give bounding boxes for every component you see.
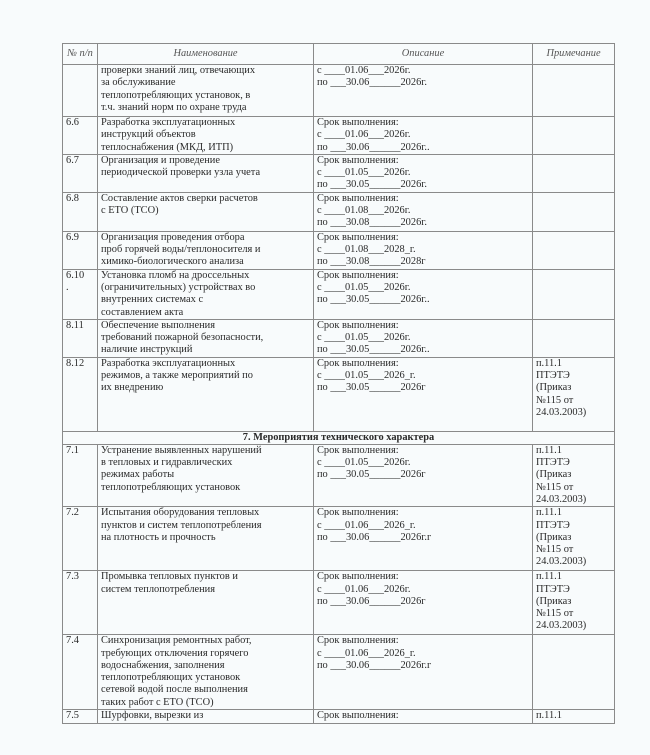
cell-desc <box>314 117 533 155</box>
row-number-text: 7.5 <box>66 710 79 722</box>
desc-line: Срок выполнения: <box>317 231 399 243</box>
cell-desc <box>314 444 533 506</box>
desc-line: Срок выполнения: <box>317 357 399 369</box>
cell-note <box>533 117 615 155</box>
cell-name <box>98 192 314 231</box>
name-line: теплопотребляющих установок, в <box>101 89 251 101</box>
note-line: №115 от <box>536 608 574 620</box>
name-line: режимов, а также мероприятий по <box>101 370 253 382</box>
cell-name <box>98 65 314 117</box>
desc-line: Срок выполнения: <box>317 319 399 331</box>
row-number <box>63 269 98 319</box>
note-line: (Приказ <box>536 469 572 481</box>
name-line: Разработка эксплуатационных <box>101 117 236 128</box>
note-line: п.11.1 <box>536 571 562 583</box>
row-number <box>63 154 98 192</box>
row-number-text: 6.6 <box>66 117 79 128</box>
desc-line: Срок выполнения: <box>317 269 399 281</box>
name-line: Разработка эксплуатационных <box>101 357 236 369</box>
row-number-text: 7.3 <box>66 571 79 583</box>
cell-note <box>533 231 615 269</box>
name-line: Составление актов сверки расчетов <box>101 192 258 204</box>
note-line: №115 от <box>536 481 574 493</box>
cell-desc <box>314 231 533 269</box>
name-line: теплопотребляющих установок <box>101 672 241 684</box>
table-row <box>63 319 615 357</box>
row-number <box>63 231 98 269</box>
name-line: требований пожарной безопасности, <box>101 332 264 344</box>
name-line: наличие инструкций <box>101 344 193 356</box>
name-line: (ограничительных) устройствах во <box>101 281 256 293</box>
desc-line: по ___30.06______2026г <box>317 595 426 607</box>
table-row <box>63 269 615 319</box>
name-line: Синхронизация ремонтных работ, <box>101 635 252 647</box>
desc-line: Срок выполнения: <box>317 154 399 166</box>
name-line: с ЕТО (ТСО) <box>101 205 159 217</box>
cell-note <box>533 192 615 231</box>
row-number-text: 6.9 <box>66 231 79 243</box>
row-number <box>63 65 98 117</box>
cell-desc <box>314 507 533 571</box>
row-number <box>63 507 98 571</box>
name-line: требующих отключения горячего <box>101 647 249 659</box>
header-num <box>63 44 98 65</box>
cell-note <box>533 444 615 506</box>
note-line: 24.03.2003) <box>536 620 587 632</box>
desc-line: с ____01.08___2026г. <box>317 205 411 217</box>
desc-line: Срок выполнения: <box>317 117 399 128</box>
cell-name <box>98 319 314 357</box>
cell-name <box>98 571 314 635</box>
header-desc: Описание <box>314 44 533 65</box>
cell-name <box>98 269 314 319</box>
desc-line: Срок выполнения: <box>317 507 399 519</box>
row-number-text: 8.11 <box>66 319 84 331</box>
row-number-text: 7.2 <box>66 507 79 519</box>
name-line: сетевой водой после выполнения <box>101 684 248 696</box>
section-title: 7. Мероприятия технического характера <box>63 431 615 444</box>
row-number <box>63 635 98 710</box>
note-line: п.11.1 <box>536 507 562 519</box>
note-line: 24.03.2003) <box>536 406 587 418</box>
name-line: Организация и проведение <box>101 154 220 166</box>
name-line: инструкций объектов <box>101 129 196 141</box>
name-line: теплопотребляющих установок <box>101 481 241 493</box>
cell-name <box>98 635 314 710</box>
name-line: пунктов и систем теплопотребления <box>101 519 262 531</box>
desc-line: по ___30.06______2026г. <box>317 77 427 89</box>
note-line: (Приказ <box>536 595 572 607</box>
name-line: Организация проведения отбора <box>101 231 245 243</box>
note-line: №115 от <box>536 544 574 556</box>
cell-note <box>533 269 615 319</box>
row-number-text: 8.12 <box>66 357 85 369</box>
cell-name <box>98 231 314 269</box>
cell-note <box>533 635 615 710</box>
name-line: периодической проверки узла учета <box>101 167 261 179</box>
name-line: Установка пломб на дроссельных <box>101 269 250 281</box>
table-row <box>63 444 615 506</box>
name-line: Устранение выявленных нарушений <box>101 444 262 456</box>
row-number-text: 7.4 <box>66 635 79 647</box>
name-line: Шурфовки, вырезки из <box>101 710 204 722</box>
cell-desc <box>314 571 533 635</box>
row-number-text: 6.7 <box>66 154 79 166</box>
table-header-row <box>63 44 615 65</box>
desc-line: по ___30.05______2026г <box>317 382 426 394</box>
row-number <box>63 571 98 635</box>
name-line: теплоснабжения (МКД, ИТП) <box>101 141 234 153</box>
table-row <box>63 117 615 155</box>
note-line: 24.03.2003) <box>536 556 587 568</box>
cell-desc <box>314 192 533 231</box>
name-line: внутренних системах с <box>101 294 204 306</box>
desc-line: с ____01.06___2026_г. <box>317 519 416 531</box>
name-line: за обслуживание <box>101 77 176 89</box>
cell-note <box>533 571 615 635</box>
name-line: в тепловых и гидравлических <box>101 457 233 469</box>
desc-line: по ___30.06______2026г.г <box>317 531 432 543</box>
measures-table <box>62 43 615 724</box>
name-line: водоснабжения, заполнения <box>101 659 225 671</box>
desc-line: Срок выполнения: <box>317 710 399 722</box>
note-line: (Приказ <box>536 531 572 543</box>
note-line: ПТЭТЭ <box>536 519 570 531</box>
desc-line: по ___30.05______2026г.. <box>317 294 430 306</box>
note-line: №115 от <box>536 394 574 406</box>
desc-line: по ___30.06______2026г.г <box>317 659 432 671</box>
desc-line: с ____01.05___2026г. <box>317 281 411 293</box>
name-line: Обеспечение выполнения <box>101 319 215 331</box>
note-line: (Приказ <box>536 382 572 394</box>
table-row <box>63 154 615 192</box>
desc-line: Срок выполнения: <box>317 192 399 204</box>
table-row <box>63 231 615 269</box>
row-number <box>63 319 98 357</box>
note-line: ПТЭТЭ <box>536 370 570 382</box>
name-line: на плотность и прочность <box>101 531 216 543</box>
desc-line: по ___30.05______2026г <box>317 469 426 481</box>
name-line: режимах работы <box>101 469 175 481</box>
table-row <box>63 357 615 431</box>
desc-line: по ___30.06______2026г.. <box>317 141 430 153</box>
desc-line: Срок выполнения: <box>317 635 399 647</box>
desc-line: по ___30.05______2026г. <box>317 179 427 191</box>
cell-desc <box>314 319 533 357</box>
name-line: их внедрению <box>101 382 164 394</box>
desc-line: с ____01.05___2026г. <box>317 167 411 179</box>
row-number <box>63 357 98 431</box>
note-line: 24.03.2003) <box>536 493 587 505</box>
desc-line: с ____01.05___2026г. <box>317 332 411 344</box>
table-row <box>63 710 615 723</box>
header-num-label: № п/п <box>67 47 93 59</box>
cell-desc <box>314 65 533 117</box>
desc-line: с ____01.06___2026г. <box>317 583 411 595</box>
desc-line: с ____01.06___2026_г. <box>317 647 416 659</box>
cell-desc <box>314 269 533 319</box>
table-row <box>63 65 615 117</box>
desc-line: по ___30.08______2026г. <box>317 217 427 229</box>
row-number-text: 6.10 . <box>66 269 85 293</box>
cell-name <box>98 444 314 506</box>
row-number-text: 6.8 <box>66 192 79 204</box>
cell-desc <box>314 635 533 710</box>
header-name: Наименование <box>98 44 314 65</box>
desc-line: Срок выполнения: <box>317 444 399 456</box>
name-line: Испытания оборудования тепловых <box>101 507 260 519</box>
desc-line: Срок выполнения: <box>317 571 399 583</box>
table-row <box>63 571 615 635</box>
cell-name <box>98 357 314 431</box>
cell-name <box>98 154 314 192</box>
cell-note <box>533 710 615 723</box>
row-number <box>63 710 98 723</box>
note-line: п.11.1 <box>536 710 562 722</box>
cell-desc <box>314 357 533 431</box>
desc-line: с ____01.05___2026г. <box>317 457 411 469</box>
row-number-text: 7.1 <box>66 444 79 456</box>
cell-desc <box>314 710 533 723</box>
cell-note <box>533 507 615 571</box>
name-line: Промывка тепловых пунктов и <box>101 571 238 583</box>
table-row <box>63 192 615 231</box>
name-line: проб горячей воды/теплоносителя и <box>101 244 261 256</box>
table-body-part1 <box>63 65 615 432</box>
note-line: ПТЭТЭ <box>536 583 570 595</box>
name-line: проверки знаний лиц, отвечающих <box>101 65 256 76</box>
desc-line: по ___30.08______2028г <box>317 256 426 268</box>
name-line: химико-биологического анализа <box>101 256 244 268</box>
name-line: составлением акта <box>101 306 184 318</box>
note-line: п.11.1 <box>536 357 562 369</box>
cell-desc <box>314 154 533 192</box>
header-note: Примечание <box>533 44 615 65</box>
note-line: ПТЭТЭ <box>536 457 570 469</box>
name-line: таких работ с ЕТО (ТСО) <box>101 696 214 708</box>
desc-line: с ____01.06___2026г. <box>317 65 411 76</box>
cell-name <box>98 117 314 155</box>
row-number <box>63 192 98 231</box>
desc-line: по ___30.05______2026г.. <box>317 344 430 356</box>
cell-name <box>98 710 314 723</box>
row-number <box>63 117 98 155</box>
cell-note <box>533 65 615 117</box>
cell-note <box>533 357 615 431</box>
note-line: п.11.1 <box>536 444 562 456</box>
desc-line: с ____01.06___2026г. <box>317 129 411 141</box>
name-line: т.ч. знаний норм по охране труда <box>101 101 247 113</box>
cell-note <box>533 154 615 192</box>
cell-name <box>98 507 314 571</box>
table-row <box>63 507 615 571</box>
row-number <box>63 444 98 506</box>
cell-note <box>533 319 615 357</box>
table-row <box>63 635 615 710</box>
table-body-part2 <box>63 444 615 723</box>
section-row <box>63 431 615 444</box>
desc-line: с ____01.08___2028_г. <box>317 244 416 256</box>
name-line: систем теплопотребления <box>101 583 216 595</box>
desc-line: с ____01.05___2026_г. <box>317 370 416 382</box>
